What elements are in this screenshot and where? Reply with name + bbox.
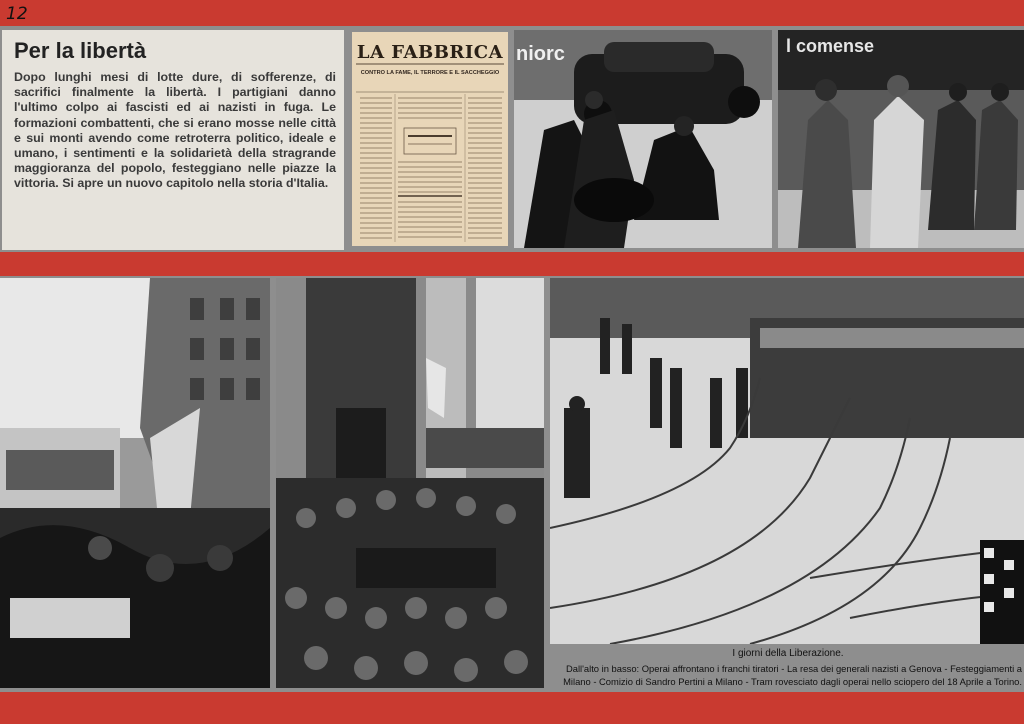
- article-body: Dopo lunghi mesi di lotte dure, di sofferenze, di sacrifici finalmente la libertà. I partigiani danno l'ultimo colpo ai fascisti ed ai nazisti in fuga. Le formazioni combattenti, che si erano mosse nelle città e sui monti avendo come retroterra politico, ideale e umano, i sentimenti e la solidarietà della stragrande maggioranza del popolo, festeggiano nelle piazze la vittoria. Si apre un nuovo capitolo nella storia d'Italia.: [14, 70, 336, 191]
- caption-title: I giorni della Liberazione.: [732, 648, 844, 659]
- newspaper-headline: CONTRO LA FAME, IL TERRORE E IL SACCHEGGIO: [360, 70, 500, 76]
- newspaper-masthead: LA FABBRICA: [356, 42, 504, 63]
- photo-pertini-rally: [276, 278, 544, 688]
- caption-body: Dall'alto in basso: Operai affrontano i franchi tiratori - La resa dei generali nazisti a Genova - Festeggiamenti a Milano - Comizio di Sandro Pertini a Milano - Tram rovesciato dagli operai nello sciopero del 18 Aprile a Torino.: [563, 663, 1022, 687]
- photo-milan-celebrations: [0, 278, 270, 688]
- page-number: 12: [6, 4, 28, 24]
- article-title: Per la libertà: [14, 38, 147, 63]
- photo-workers-snipers: [514, 30, 772, 248]
- sign-text: l comense: [786, 36, 875, 56]
- photo-generals-surrender: [778, 30, 1024, 248]
- sign-text: niorc: [516, 43, 565, 65]
- newspaper-clipping: [352, 32, 508, 246]
- photo-overturned-tram: [550, 278, 1024, 644]
- newspaper-columns: [352, 32, 508, 246]
